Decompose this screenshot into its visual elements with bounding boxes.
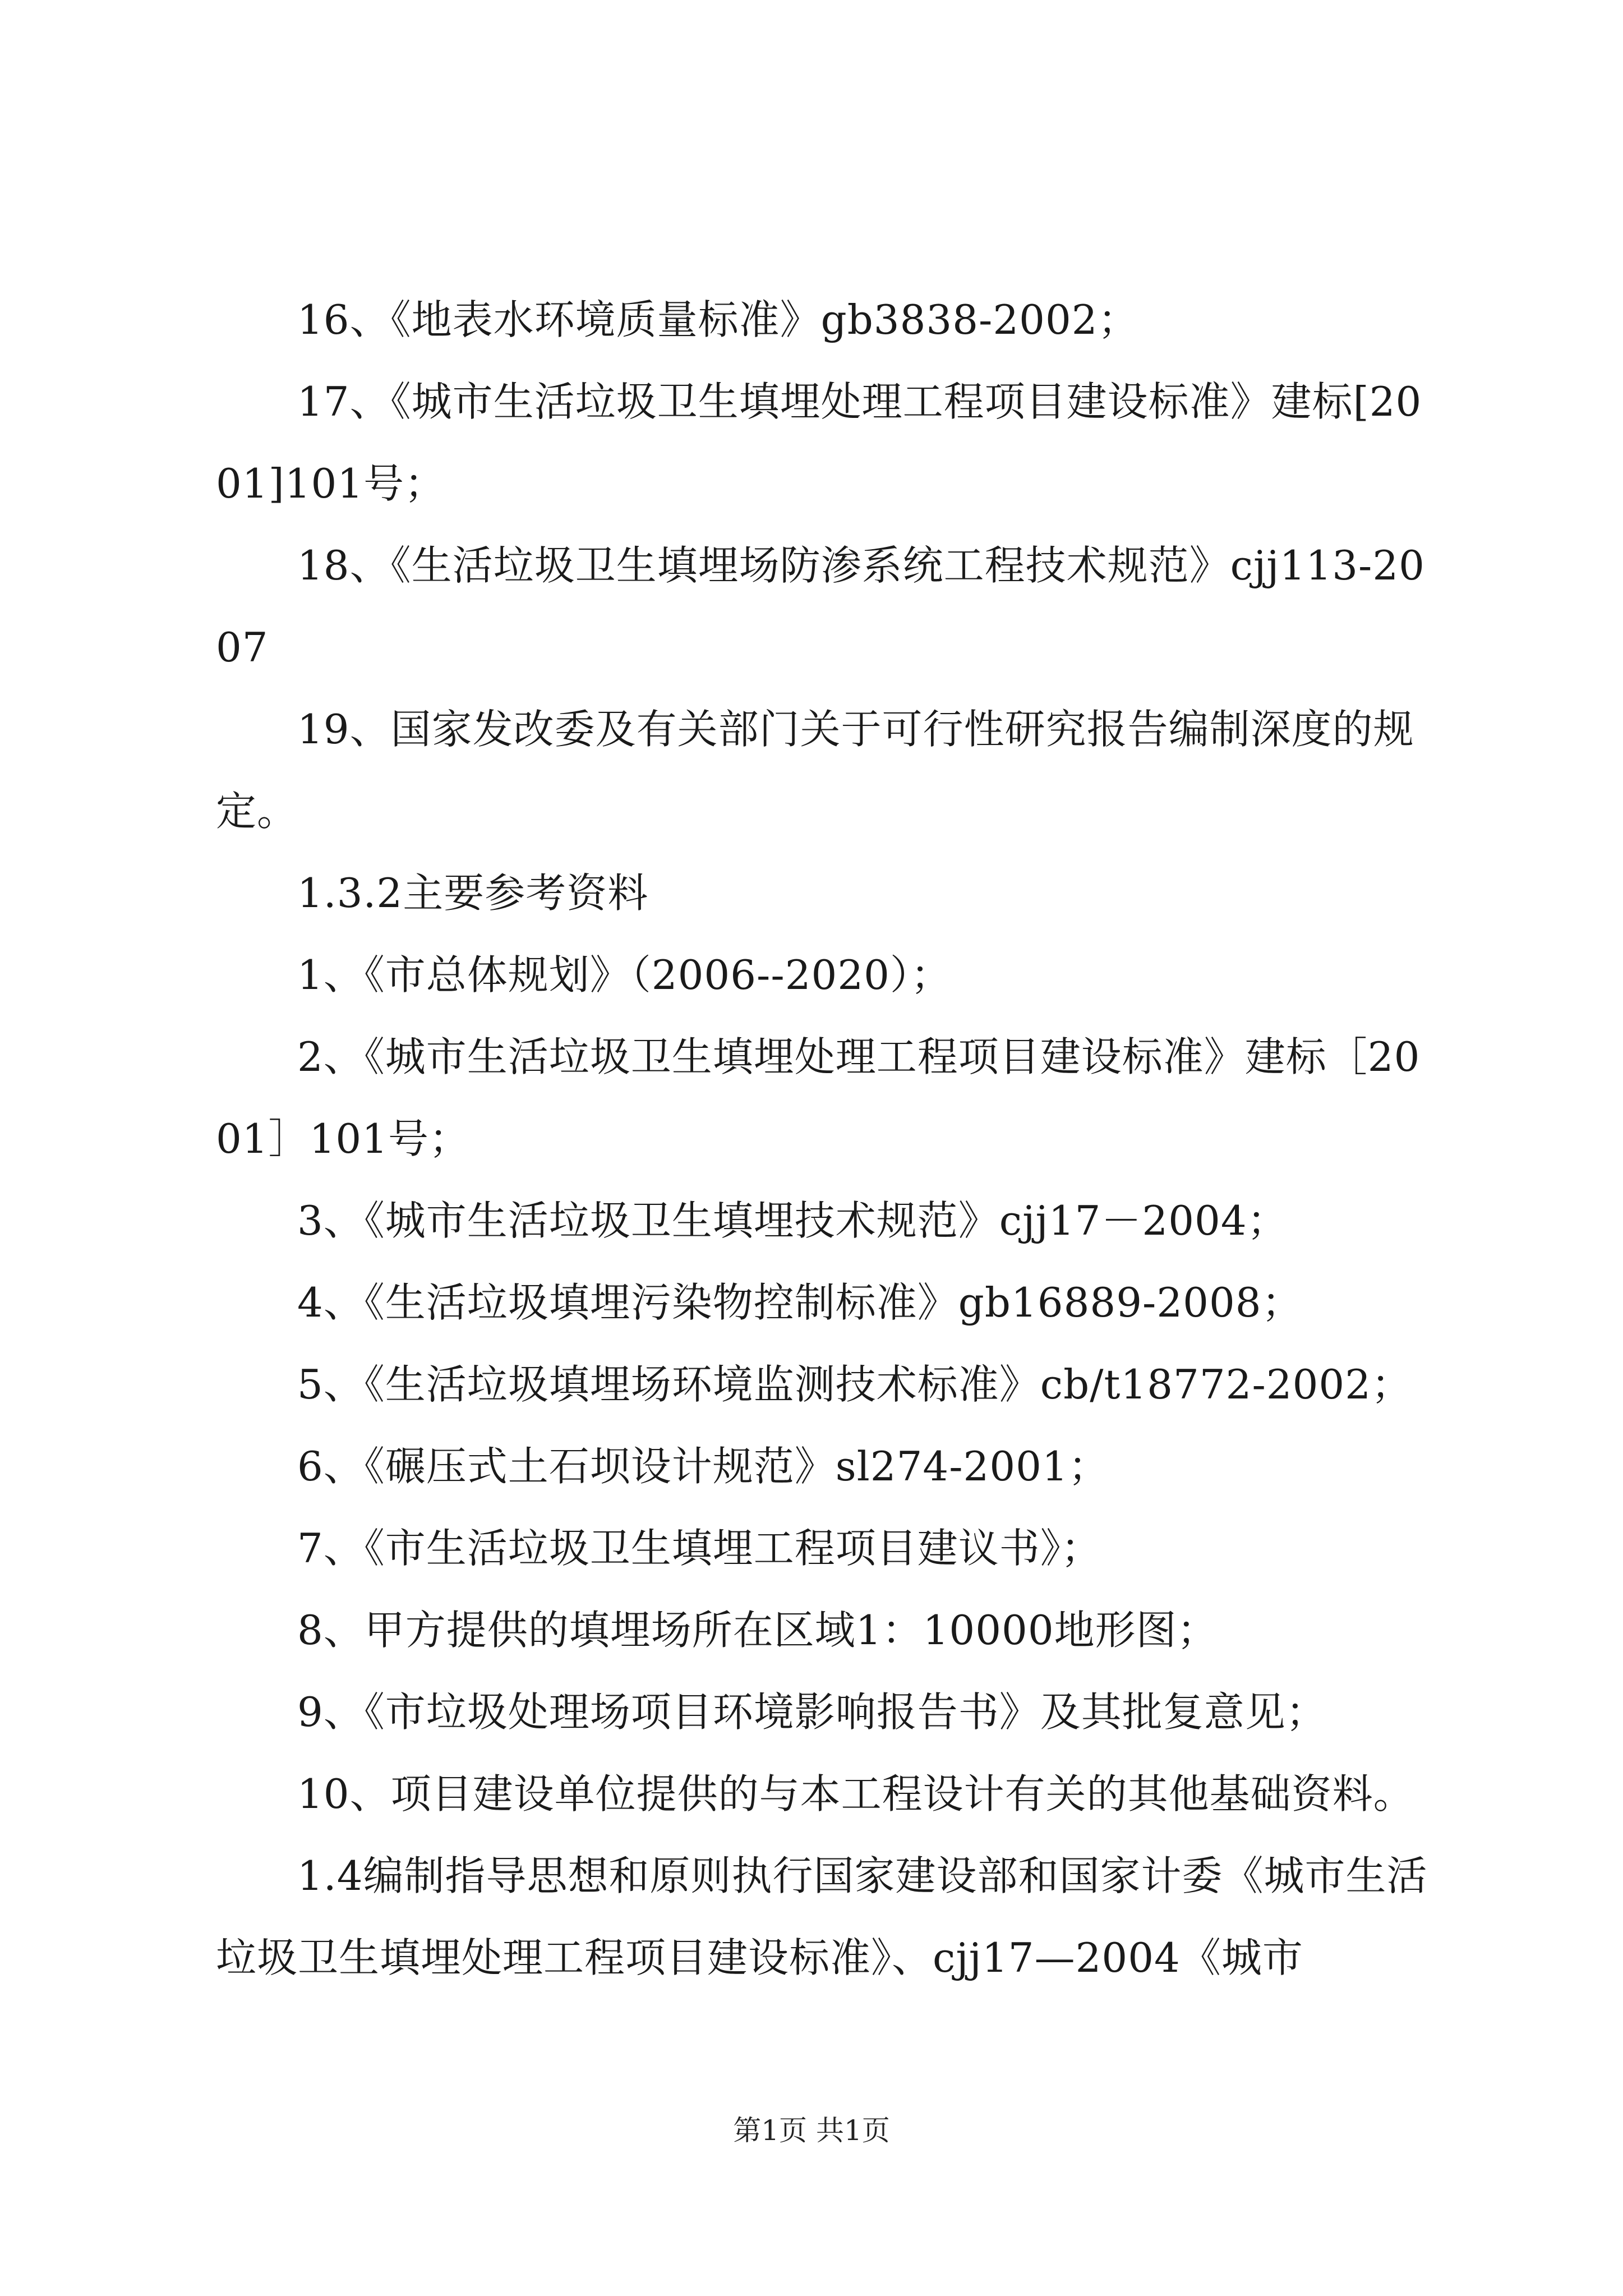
paragraph: 19、国家发改委及有关部门关于可行性研究报告编制深度的规定。 — [216, 706, 1414, 835]
paragraph: 1、《市总体规划》（2006--2020）； — [297, 951, 952, 999]
paragraph: 6、《碾压式土石坝设计规范》sl274-2001； — [297, 1443, 1109, 1490]
paragraph: 16、《地表水环境质量标准》gb3838-2002； — [297, 296, 1139, 343]
paragraph: 1.4编制指导思想和原则执行国家建设部和国家计委《城市生活垃圾卫生填埋处理工程项目建设标准》、cjj17—2004《城市 — [216, 1852, 1428, 1981]
section-heading: 1.3.2主要参考资料 — [297, 869, 649, 917]
paragraph: 8、甲方提供的填埋场所在区域1：10000地形图； — [297, 1607, 1218, 1654]
paragraph: 18、《生活垃圾卫生填埋场防渗系统工程技术规范》cjj113-2007 — [216, 542, 1425, 671]
paragraph: 17、《城市生活垃圾卫生填埋处理工程项目建设标准》建标[2001]101号； — [216, 378, 1422, 507]
paragraph: 2、《城市生活垃圾卫生填埋处理工程项目建设标准》建标［2001］101号； — [216, 1033, 1421, 1162]
paragraph: 5、《生活垃圾填埋场环境监测技术标准》cb/t18772-2002； — [297, 1361, 1413, 1408]
paragraph: 3、《城市生活垃圾卫生填埋技术规范》cjj17－2004； — [297, 1197, 1288, 1244]
paragraph: 10、项目建设单位提供的与本工程设计有关的其他基础资料。 — [297, 1770, 1414, 1818]
document-body — [216, 279, 1438, 1999]
paragraph: 7、《市生活垃圾卫生填埋工程项目建议书》； — [297, 1525, 1102, 1572]
page-number-footer: 第1页 共1页 — [733, 2114, 890, 2147]
paragraph: 4、《生活垃圾填埋污染物控制标准》gb16889-2008； — [297, 1279, 1303, 1326]
paragraph: 9、《市垃圾处理场项目环境影响报告书》及其批复意见； — [297, 1688, 1327, 1736]
